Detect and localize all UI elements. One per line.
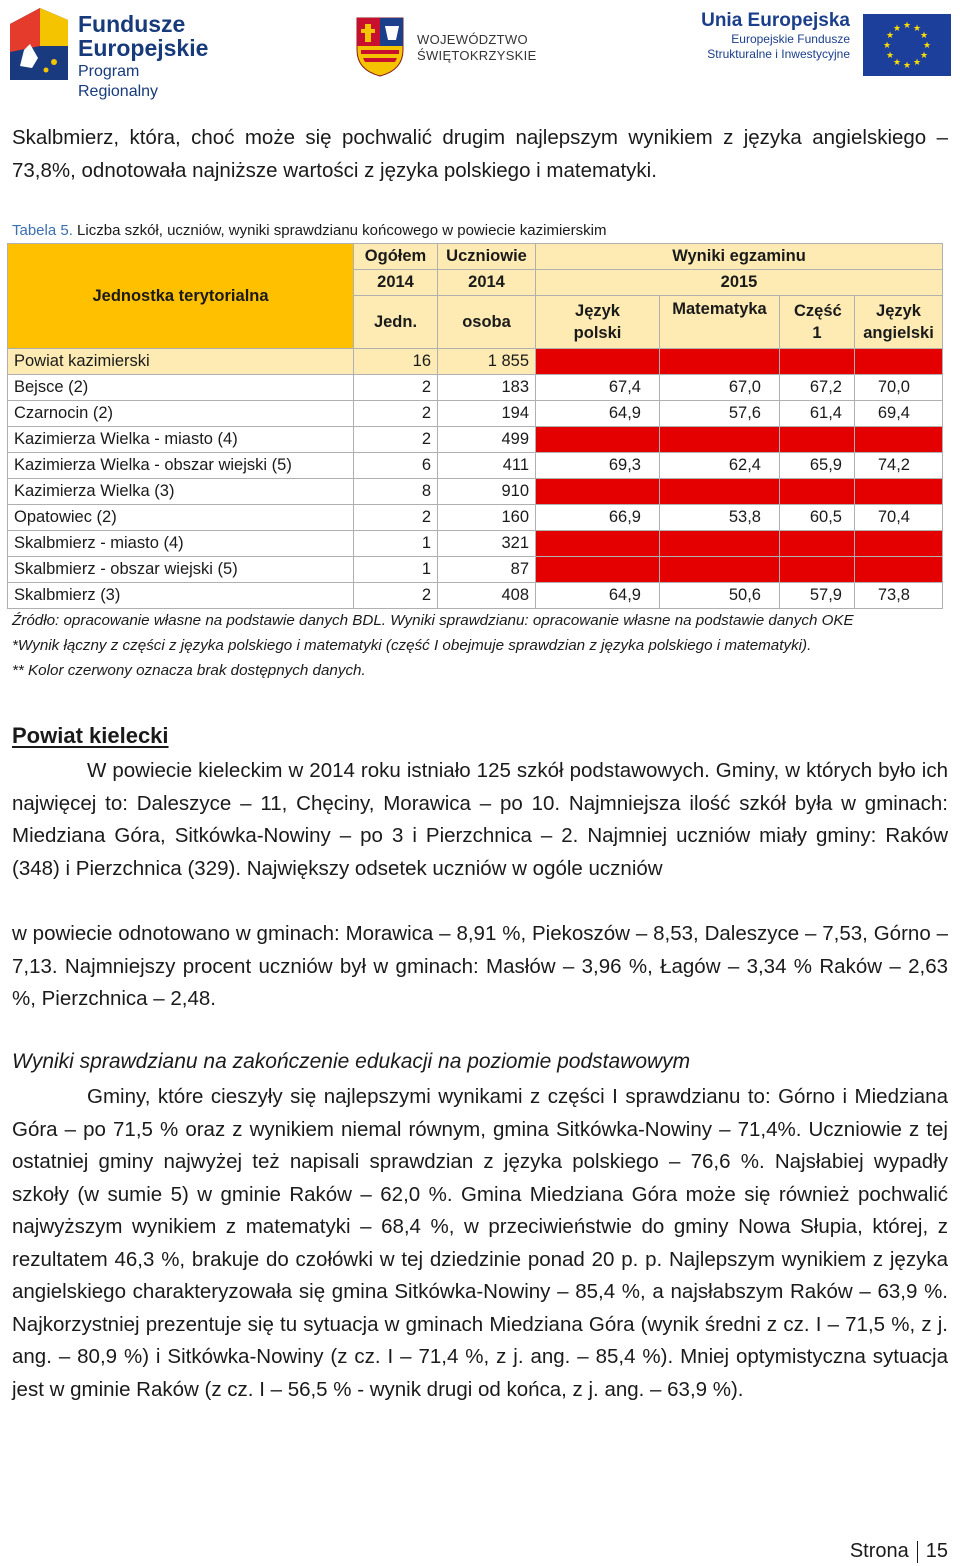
row-schools: 2 [354,505,438,531]
logo-right-line3: Strukturalne i Inwestycyjne [707,47,850,61]
table-row [8,583,943,609]
header-jednostka: Jednostka terytorialna [8,244,354,349]
logo-center-line1: WOJEWÓDZTWO [417,32,528,47]
svg-text:★: ★ [892,58,902,68]
fundusze-europejskie-logo [10,6,210,100]
row-czesc1: 61,4 [780,401,855,427]
row-czesc1 [780,349,855,375]
row-czesc1 [780,479,855,505]
row-name: Kazimierza Wielka - miasto (4) [8,427,354,453]
note-red: ** Kolor czerwony oznacza brak dostępnych danych. [12,662,366,679]
table-row [8,401,943,427]
logo-left-line3: Program Regionalny [78,63,159,100]
footer-label: Strona [849,1540,909,1562]
row-jezyk-polski [536,479,660,505]
row-name: Skalbmierz (3) [8,583,354,609]
row-jezyk-polski: 69,3 [536,453,660,479]
row-matematyka: 57,6 [660,401,780,427]
row-jezyk-polski [536,349,660,375]
row-czesc1: 67,2 [780,375,855,401]
svg-text:★: ★ [919,51,929,61]
table-row [8,557,943,583]
row-jezyk-polski: 67,4 [536,375,660,401]
row-matematyka [660,427,780,453]
table-caption [12,222,606,239]
logo-left-line2: Europejskie [78,35,209,61]
row-matematyka: 62,4 [660,453,780,479]
header-year-students: 2014 [438,270,536,296]
row-schools: 2 [354,583,438,609]
wojewodztwo-swietokrzyskie-logo [355,14,555,78]
note-total: *Wynik łączny z części z języka polskiego i matematyki (część I obejmuje sprawdzian z języka polskiego i matematyki). [12,637,812,654]
svg-text:★: ★ [919,31,929,41]
row-schools: 2 [354,427,438,453]
section-paragraph-2: w powiecie odnotowano w gminach: Morawica – 8,91 %, Piekoszów – 8,53, Daleszyce – 7,53, Górno – 7,13. Najmniejszy procent uczniów był w gminach: Masłów – 3,96 %, Łagów – 3,34 % Raków – 2,63 %, Pierzchnica – 2,48. [12,922,948,1010]
row-matematyka: 53,8 [660,505,780,531]
svg-text:★: ★ [902,61,912,71]
table-row [8,531,943,557]
row-students: 1 855 [438,349,536,375]
row-students: 183 [438,375,536,401]
table-row [8,427,943,453]
header-jedn: Jedn. [354,296,438,349]
row-jezyk-angielski: 70,0 [855,375,943,401]
svg-text:★: ★ [902,21,912,31]
section-heading: Powiat kielecki [12,723,169,748]
fundusze-europejskie-icon [10,6,70,82]
row-czesc1 [780,557,855,583]
header-year-schools: 2014 [354,270,438,296]
header-jezyk-polski: Język polski [536,296,660,349]
row-schools: 2 [354,401,438,427]
row-name: Kazimierza Wielka (3) [8,479,354,505]
row-name: Powiat kazimierski [8,349,354,375]
page-footer [850,1540,948,1563]
row-czesc1: 60,5 [780,505,855,531]
row-name: Opatowiec (2) [8,505,354,531]
row-jezyk-polski [536,557,660,583]
footer-divider [917,1541,918,1563]
note-source: Źródło: opracowanie własne na podstawie danych BDL. Wyniki sprawdzianu: opracowanie własne na podstawie danych OKE [12,612,854,629]
svg-text:★: ★ [882,41,892,51]
results-subheading: Wyniki sprawdzianu na zakończenie edukacji na poziomie podstawowym [12,1050,691,1073]
row-jezyk-angielski [855,349,943,375]
logo-center-line2: ŚWIĘTOKRZYSKIE [417,48,537,63]
row-matematyka: 50,6 [660,583,780,609]
row-students: 408 [438,583,536,609]
row-schools: 16 [354,349,438,375]
table-caption-label: Tabela 5. [12,222,73,239]
row-jezyk-angielski: 74,2 [855,453,943,479]
row-jezyk-polski: 64,9 [536,401,660,427]
svg-text:★: ★ [885,51,895,61]
row-jezyk-polski: 66,9 [536,505,660,531]
svg-text:★: ★ [885,31,895,41]
table-row [8,349,943,375]
coat-of-arms-icon [355,14,405,78]
row-students: 499 [438,427,536,453]
row-czesc1 [780,427,855,453]
row-jezyk-angielski [855,557,943,583]
row-name: Czarnocin (2) [8,401,354,427]
row-schools: 6 [354,453,438,479]
row-schools: 1 [354,531,438,557]
header-uczniowie: Uczniowie [438,244,536,270]
logo-right-line2: Europejskie Fundusze [731,32,850,46]
table-row [8,453,943,479]
row-jezyk-angielski: 73,8 [855,583,943,609]
row-czesc1: 57,9 [780,583,855,609]
results-paragraph: Gminy, które cieszyły się najlepszymi wynikami z części I sprawdzianu to: Górno i Miedziana Góra – po 71,5 % oraz z wynikiem niemal równym, gmina Sitkówka-Nowiny – 71,4%. Uczniowie z tej ostatniej gminy najwyżej też napisali sprawdzian z języka polskiego – 76,6 %. Najsłabiej wypadły szkoły (w sumie 5) w gminie Raków – 62,0 %. Gmina Miedziana Góra może się również pochwalić najwyższym wynikiem z matematyki – 68,4 %, w przeciwieństwie do gminy Nowa Słupia, której, z rezultatem 46,3 %, brakuje do czołówki w tej dziedzinie ponad 20 p. p. Najlepszym wynikiem z języka angielskiego charakteryzowała się gmina Sitkówka-Nowiny – 85,4 %, a najsłabszym Raków – 63,9 %. Najkorzystniej prezentuje się tu sytuacja w gminach Miedziana Góra (wynik średni z cz. I – 71,5 %, z j. ang. – 80,9 %) i Sitkówka-Nowiny (z cz. I – 71,4 %, z j. ang. – 85,4 %). Mniej optymistyczna sytuacja jest w gminie Raków (z cz. I – 56,5 % - wynik drugi od końca, z j. ang. – 63,9 %). [12,1085,948,1401]
row-schools: 1 [354,557,438,583]
row-jezyk-angielski: 69,4 [855,401,943,427]
row-czesc1 [780,531,855,557]
row-matematyka [660,531,780,557]
row-matematyka [660,557,780,583]
header-osoba: osoba [438,296,536,349]
row-jezyk-polski: 64,9 [536,583,660,609]
row-students: 160 [438,505,536,531]
row-matematyka [660,349,780,375]
table-row [8,375,943,401]
table-caption-text: Liczba szkół, uczniów, wyniki sprawdzianu końcowego w powiecie kazimierskim [72,222,607,239]
svg-text:★: ★ [912,24,922,34]
header-czesc1: Część 1 [780,296,855,349]
row-jezyk-angielski: 70,4 [855,505,943,531]
schools-results-table [7,243,943,609]
row-schools: 2 [354,375,438,401]
row-matematyka: 67,0 [660,375,780,401]
logo-right-line1: Unia Europejska [701,10,850,31]
header-wyniki: Wyniki egzaminu [536,244,943,270]
row-jezyk-angielski [855,427,943,453]
header-year-results: 2015 [536,270,943,296]
row-name: Skalbmierz - obszar wiejski (5) [8,557,354,583]
row-students: 411 [438,453,536,479]
eu-flag-icon [863,14,951,76]
row-matematyka [660,479,780,505]
row-czesc1: 65,9 [780,453,855,479]
svg-text:★: ★ [892,24,902,34]
page-number: 15 [925,1540,948,1562]
svg-text:★: ★ [922,41,932,51]
row-jezyk-polski [536,531,660,557]
header-jezyk-angielski: Język angielski [855,296,943,349]
row-name: Bejsce (2) [8,375,354,401]
row-name: Skalbmierz - miasto (4) [8,531,354,557]
row-name: Kazimierza Wielka - obszar wiejski (5) [8,453,354,479]
row-schools: 8 [354,479,438,505]
unia-europejska-logo [700,10,950,80]
row-jezyk-angielski [855,531,943,557]
table-row [8,505,943,531]
table-notes [12,608,952,683]
table-row [8,479,943,505]
logo-left-line1: Fundusze [78,11,186,37]
intro-paragraph: Skalbmierz, która, choć może się pochwalić drugim najlepszym wynikiem z języka angielskiego – 73,8%, odnotowała najniższe wartości z języka polskiego i matematyki. [12,126,948,182]
row-students: 321 [438,531,536,557]
header-ogolem: Ogółem [354,244,438,270]
row-students: 910 [438,479,536,505]
header-matematyka: Matematyka [660,296,780,349]
row-students: 87 [438,557,536,583]
row-students: 194 [438,401,536,427]
section-paragraph-1: W powiecie kieleckim w 2014 roku istniało 125 szkół podstawowych. Gminy, w których było ich najwięcej to: Daleszyce – 11, Chęciny, Morawica – po 10. Najmniejsza ilość szkół była w gminach: Miedziana Góra, Sitkówka-Nowiny – po 3 i Pierzchnica – 2. Najmniej uczniów miały gminy: Raków (348) i Pierzchnica (329). Największy odsetek uczniów w ogóle uczniów [12,759,948,880]
row-jezyk-angielski [855,479,943,505]
svg-text:★: ★ [912,58,922,68]
row-jezyk-polski [536,427,660,453]
